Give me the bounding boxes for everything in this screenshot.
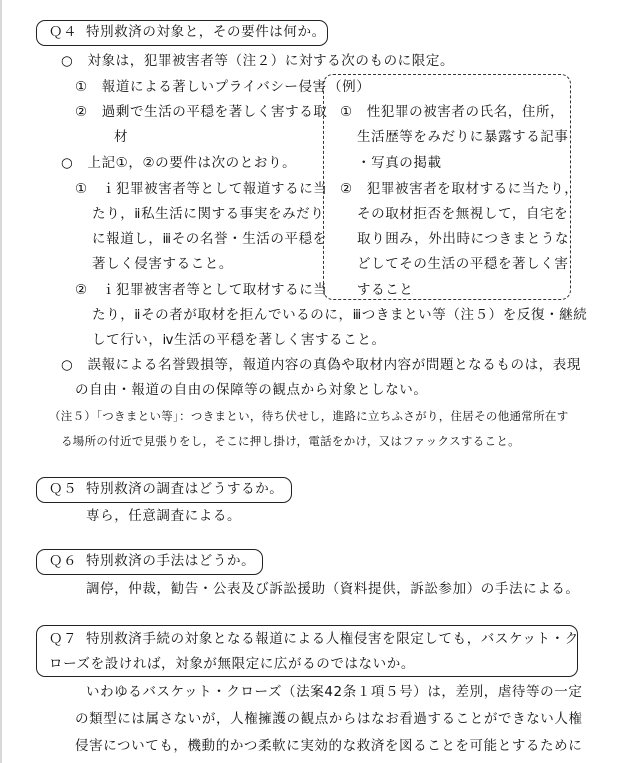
note5-line1: （注５）「つきまとい等」：つきまとい，待ち伏せし，進路に立ちふさがり，住居その他通常所在す [49,409,569,423]
q6-title: 特別救済の手法はどうか。 [86,553,256,569]
q4-bullet-excluded-line1: ○ 誤報による名誉毀損等，報道内容の真偽や取材内容が問題となるものは，表現 [61,357,581,373]
q4-req2-line1: ② ｉ犯罪被害者等として取材するに当 [75,282,328,298]
q7-title-line1: 特別救済手続の対象となる報道による人権侵害を限定しても，バスケット・ク [86,631,579,647]
q7-answer-line2: の類型には属さないが，人権擁護の観点からはなお看過することができない人権 [75,711,583,727]
q4-req1-line2: たり，ⅱ私生活に関する事実をみだり [92,206,325,222]
example-1-line1: ① 性犯罪の被害者の氏名，住所， [340,104,565,120]
q4-item-excessive-cont: 材 [114,129,129,145]
q4-bullet-requirements: ○ 上記①，②の要件は次のとおり。 [61,155,297,171]
q4-req1-line4: 著しく侵害すること。 [92,256,233,272]
q4-bullet-scope: ○ 対象は，犯罪被害者等（注２）に対する次のものに限定。 [61,53,455,69]
q5-answer: 専ら，任意調査による。 [86,508,242,524]
example-heading: （例） [328,79,371,95]
example-1-line2: 生活歴等をみだりに暴露する記事 [357,129,569,145]
example-2-line3: 取り囲み，外出時につきまとうな [357,231,570,247]
q7-title-line2: ローズを設ければ，対象が無限定に広がるのではないか。 [49,656,415,672]
note5-line2: る場所の付近で見張りをし，そこに押し掛け，電話をかけ，又はファックスすること。 [61,434,520,448]
q5-number: Ｑ５ [49,481,78,497]
q7-number: Ｑ７ [49,631,78,647]
q7-answer-line1: いわゆるバスケット・クローズ（法案42条１項５号）は，差別，虐待等の一定 [86,684,583,700]
q4-item-excessive: ② 過剰で生活の平穏を著しく害する取 [75,104,328,120]
q4-bullet-excluded-line2: の自由・報道の自由の保障等の観点から対象としない。 [75,382,428,398]
q4-title: 特別救済の対象と，その要件は何か。 [86,24,326,40]
scan-edge [0,0,2,763]
q6-answer: 調停，仲裁，勧告・公表及び訴訟援助（資料提供，訴訟参加）の手法による。 [86,581,580,597]
example-2-line5: すること [357,282,414,298]
q4-req2-line2: たり，ⅱその者が取材を拒んでいるのに，ⅲつきまとい等（注５）を反復・継続 [92,307,588,323]
q4-req2-line3: して行い，ⅳ生活の平穏を著しく害すること。 [92,332,386,348]
example-2-line2: その取材拒否を無視して，自宅を [357,206,569,222]
example-2-line1: ② 犯罪被害者を取材するに当たり， [340,181,579,197]
q7-answer-line3: 侵害についても，機動的かつ柔軟に実効的な救済を図ることを可能とするために [75,738,583,754]
q4-number: Ｑ４ [49,24,78,40]
example-1-line3: ・写真の掲載 [357,155,442,171]
example-2-line4: どしてその生活の平穏を著しく害 [357,256,569,272]
q4-req1-line1: ① ｉ犯罪被害者等として報道するに当 [75,181,328,197]
q6-number: Ｑ６ [49,553,78,569]
q5-title: 特別救済の調査はどうするか。 [86,481,284,497]
q4-req1-line3: に報道し，ⅲその名誉・生活の平穏を [92,231,327,247]
q4-item-privacy: ① 報道による著しいプライバシー侵害 [75,79,327,95]
